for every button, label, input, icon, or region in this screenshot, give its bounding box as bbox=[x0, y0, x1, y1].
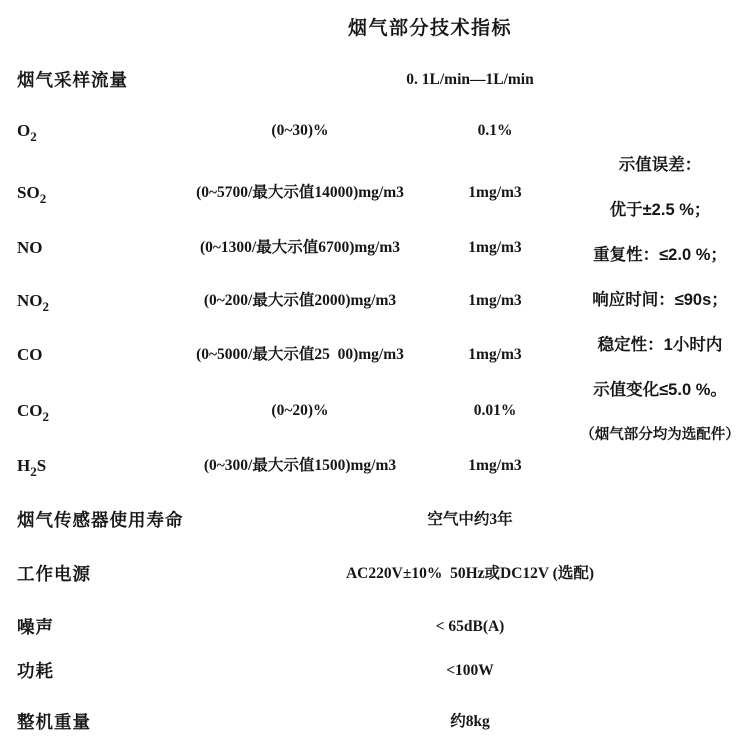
row-label bbox=[17, 181, 46, 206]
resolution-cell: 1mg/m3 bbox=[468, 239, 522, 256]
value-cell: <100W bbox=[446, 662, 494, 679]
row-label: 整机重量 bbox=[17, 712, 91, 732]
gas-symbol: O bbox=[17, 121, 31, 140]
note-optional-parts: （烟气部分均为选配件） bbox=[580, 427, 740, 443]
error-notes-column bbox=[570, 143, 750, 458]
page-title: 烟气部分技术指标 bbox=[347, 18, 512, 39]
value-cell: AC220V±10% 50Hz或DC12V (选配) bbox=[345, 565, 595, 582]
note-indication-error: 示值误差： bbox=[618, 156, 702, 174]
row-label: 烟气传感器使用寿命 bbox=[17, 510, 184, 530]
table-row-flow bbox=[0, 68, 750, 94]
table-row-noise bbox=[0, 615, 750, 641]
resolution-cell: 1mg/m3 bbox=[468, 184, 522, 201]
resolution-cell: 1mg/m3 bbox=[468, 292, 522, 309]
row-label: 工作电源 bbox=[17, 564, 91, 584]
note-repeatability: 重复性：≤2.0 %； bbox=[593, 246, 727, 264]
range-cell: (0~5700/最大示值14000)mg/m3 bbox=[196, 184, 404, 201]
row-label bbox=[17, 236, 43, 261]
gas-subscript: 2 bbox=[30, 464, 37, 479]
range-cell: (0~1300/最大示值6700)mg/m3 bbox=[199, 239, 401, 256]
row-label bbox=[17, 343, 43, 368]
gas-subscript: 2 bbox=[42, 409, 49, 424]
note-stability: 稳定性：1小时内 bbox=[597, 336, 723, 354]
row-label bbox=[17, 289, 49, 314]
gas-symbol: NO bbox=[17, 291, 43, 310]
row-label bbox=[17, 454, 46, 479]
note-response-time: 响应时间：≤90s； bbox=[592, 291, 728, 309]
table-row-sensor-life bbox=[0, 508, 750, 534]
value-cell: 0. 1L/min—1L/min bbox=[406, 71, 534, 88]
value-cell: 约8kg bbox=[450, 713, 490, 730]
table-row-o2 bbox=[0, 119, 750, 145]
row-label: 噪声 bbox=[17, 617, 54, 637]
note-value-drift: 示值变化≤5.0 %。 bbox=[593, 381, 727, 399]
row-label: 烟气采样流量 bbox=[17, 70, 128, 90]
range-cell: (0~20)% bbox=[271, 402, 329, 419]
resolution-cell: 1mg/m3 bbox=[468, 457, 522, 474]
note-better-than: 优于±2.5 %； bbox=[609, 201, 711, 219]
row-label: 功耗 bbox=[17, 661, 54, 681]
gas-symbol: H bbox=[17, 456, 31, 475]
gas-symbol: SO bbox=[17, 183, 40, 202]
gas-subscript: 2 bbox=[30, 129, 37, 144]
gas-subscript: 2 bbox=[42, 299, 49, 314]
table-row-weight bbox=[0, 710, 750, 736]
range-cell: (0~5000/最大示值25 00)mg/m3 bbox=[196, 346, 404, 363]
table-row-power-consumption bbox=[0, 659, 750, 685]
gas-symbol: CO bbox=[17, 401, 43, 420]
gas-suffix: S bbox=[36, 456, 47, 475]
value-cell: < 65dB(A) bbox=[435, 618, 505, 635]
resolution-cell: 1mg/m3 bbox=[468, 346, 522, 363]
gas-subscript: 2 bbox=[39, 191, 47, 206]
value-cell: 空气中约3年 bbox=[427, 511, 513, 528]
row-label bbox=[17, 119, 37, 144]
range-cell: (0~300/最大示值1500)mg/m3 bbox=[203, 457, 397, 474]
gas-symbol: NO bbox=[17, 238, 43, 257]
resolution-cell: 0.01% bbox=[473, 402, 517, 419]
range-cell: (0~30)% bbox=[271, 122, 329, 139]
table-row-power bbox=[0, 562, 750, 588]
row-label bbox=[17, 399, 49, 424]
resolution-cell: 0.1% bbox=[477, 122, 513, 139]
range-cell: (0~200/最大示值2000)mg/m3 bbox=[203, 292, 397, 309]
gas-symbol: CO bbox=[17, 345, 43, 364]
